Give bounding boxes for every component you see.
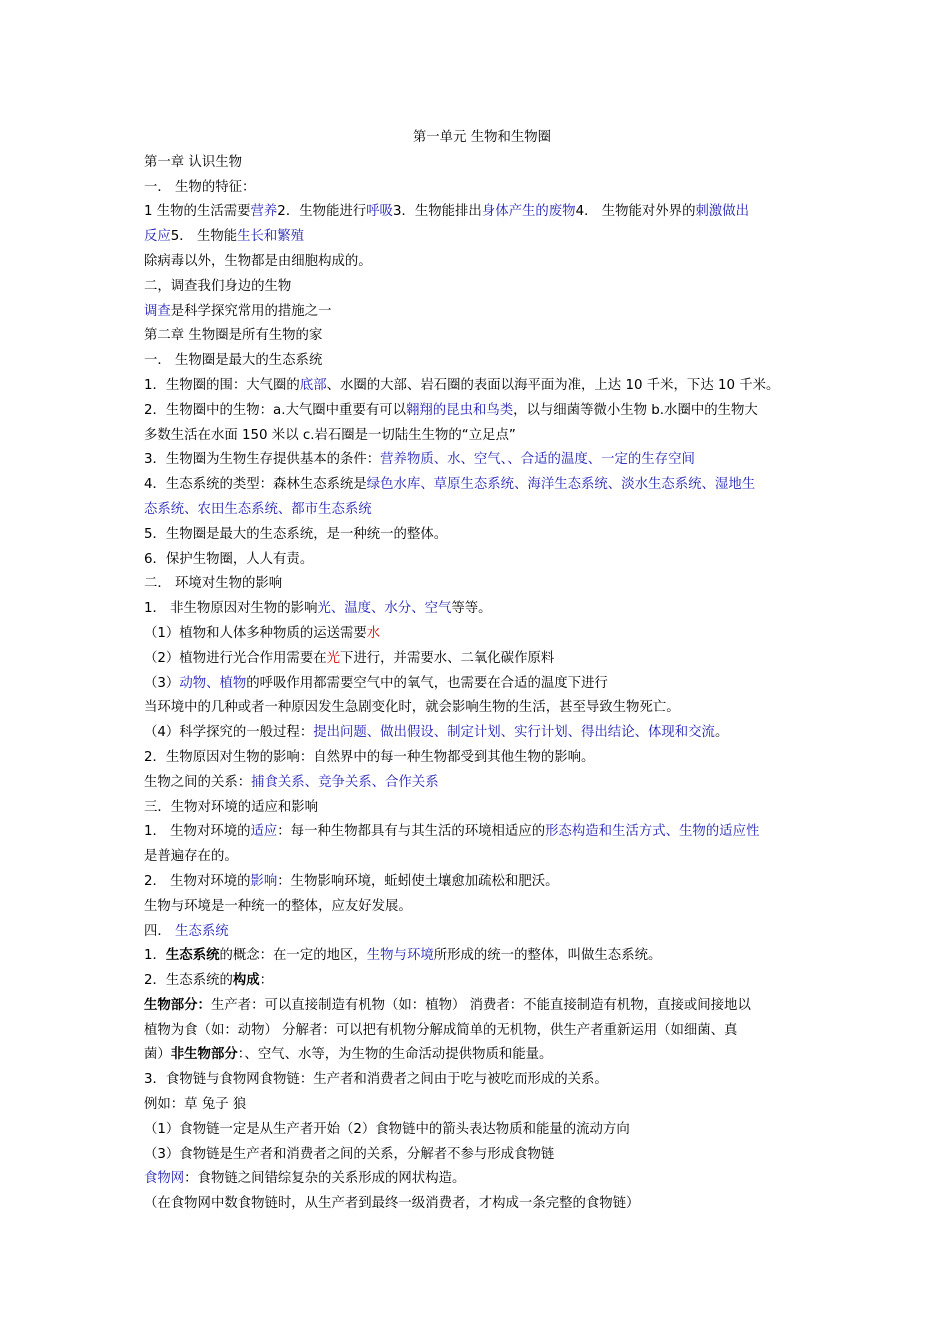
- text-segment: 例如：草 兔子 狼: [144, 1097, 247, 1113]
- text-segment: 5．生物圈是最大的生态系统，是一种统一的整体。: [144, 526, 448, 542]
- text-segment: ：食物链之间错综复杂的关系形成的网状构造。: [184, 1171, 466, 1187]
- text-line: [144, 647, 820, 672]
- text-segment: （3）: [144, 675, 180, 691]
- text-line: [144, 1143, 820, 1168]
- highlight-blue-text: 绿色水库、草原生态系统、海洋生态系统、淡水生态系统、湿地生: [366, 477, 756, 493]
- document-title: 第一单元 生物和生物圈: [412, 130, 552, 145]
- text-line: [144, 895, 820, 920]
- text-segment: 生物与环境是一种统一的整体，应友好发展。: [144, 898, 412, 914]
- text-line: [144, 250, 820, 275]
- text-segment: （3）食物链是生产者和消费者之间的关系，分解者不参与形成食物链: [144, 1146, 555, 1162]
- text-segment: 四．: [144, 923, 176, 939]
- text-line: [144, 746, 820, 771]
- text-segment: 二． 环境对生物的影响: [144, 576, 283, 592]
- text-line: [144, 498, 820, 523]
- text-segment: 3．生物能排出: [392, 204, 482, 220]
- bold-term: 构成: [232, 973, 260, 989]
- text-segment: （1）食物链一定是从生产者开始（2）食物链中的箭头表达物质和能量的流动方向: [144, 1121, 630, 1137]
- text-segment: 一． 生物圈是最大的生态系统: [144, 353, 323, 369]
- text-line: [144, 176, 820, 201]
- text-segment: 2．生态系统的: [144, 973, 233, 989]
- text-line: [144, 969, 820, 994]
- text-segment: 生物之间的关系：: [144, 774, 252, 790]
- highlight-blue-text: 生物与环境: [366, 948, 434, 964]
- text-segment: 二，调查我们身边的生物: [144, 278, 292, 294]
- text-segment: 3．生物圈为生物生存提供基本的条件：: [144, 452, 381, 468]
- highlight-blue-text: 形态构造和生活方式、生物的适应性: [545, 824, 760, 840]
- highlight-red-text: 水: [366, 625, 381, 641]
- highlight-blue-text: 呼吸: [366, 204, 393, 220]
- text-line: [144, 572, 820, 597]
- highlight-blue-text: 调查: [144, 303, 171, 319]
- text-segment: 菌）: [144, 1047, 171, 1063]
- bold-term: 生态系统: [165, 948, 220, 964]
- text-line: [144, 696, 820, 721]
- highlight-red-text: 光: [326, 650, 340, 666]
- highlight-blue-text: 身体产生的废物: [481, 204, 576, 220]
- text-line: [144, 622, 820, 647]
- text-segment: 下进行，并需要水、二氧化碳作原料: [340, 650, 555, 666]
- text-line: [144, 597, 820, 622]
- text-line: [144, 796, 820, 821]
- highlight-blue-text: 生长和繁殖: [237, 229, 305, 245]
- text-segment: 、水圈的大部、岩石圈的表面以海平面为准，上达 10 千米，下达 10 千米。: [326, 377, 780, 393]
- text-line: [144, 870, 820, 895]
- text-line: [144, 771, 820, 796]
- highlight-blue-text: 食物网: [144, 1171, 185, 1187]
- text-segment: 6．保护生物圈，人人有责。: [144, 551, 314, 567]
- document-body: [144, 151, 820, 1217]
- text-line: [144, 1192, 820, 1217]
- text-segment: 1．: [144, 948, 166, 964]
- text-segment: ：每一种生物都具有与其生活的环境相适应的: [277, 824, 546, 840]
- highlight-blue-text: 适应: [250, 824, 278, 840]
- highlight-blue-text: 态系统、农田生态系统、都市生态系统: [144, 501, 372, 517]
- highlight-blue-text: 营养: [250, 204, 278, 220]
- text-line: [144, 944, 820, 969]
- text-line: [144, 1118, 820, 1143]
- highlight-blue-text: 营养物质、水、空气、、合适的温度、一定的生存空间: [380, 452, 695, 468]
- text-segment: 当环境中的几种或者一种原因发生急剧变化时，就会影响生物的生活，甚至导致生物死亡。: [144, 700, 680, 716]
- text-line: [144, 151, 820, 176]
- text-segment: （1）植物和人体多种物质的运送需要: [144, 625, 367, 641]
- text-segment: 2．生物原因对生物的影响：自然界中的每一种生物都受到其他生物的影响。: [144, 749, 595, 765]
- text-segment: 多数生活在水面 150 米以 c.岩石圈是一切陆生生物的“立足点”: [144, 427, 516, 443]
- text-line: [144, 845, 820, 870]
- text-line: [144, 448, 820, 473]
- text-line: [144, 324, 820, 349]
- text-segment: 2． 生物对环境的: [144, 873, 251, 889]
- text-line: [144, 374, 820, 399]
- text-segment: 1．生物圈的围：大气圈的: [144, 377, 300, 393]
- highlight-blue-text: 动物、植物: [179, 675, 247, 691]
- text-line: [144, 548, 820, 573]
- highlight-blue-text: 光、温度、水分、空气: [317, 601, 452, 617]
- text-line: [144, 225, 820, 250]
- text-line: [144, 994, 820, 1019]
- text-segment: 1． 非生物原因对生物的影响: [144, 601, 318, 617]
- text-line: [144, 820, 820, 845]
- text-segment: 第一章 认识生物: [144, 154, 242, 170]
- text-segment: （2）植物进行光合作用需要在: [144, 650, 327, 666]
- text-segment: 1． 生物对环境的: [144, 824, 251, 840]
- highlight-blue-text: 底部: [299, 377, 327, 393]
- text-line: [144, 399, 820, 424]
- text-segment: 除病毒以外，生物都是由细胞构成的。: [144, 253, 372, 269]
- text-segment: 5． 生物能: [170, 229, 238, 245]
- text-segment: 生产者：可以直接制造有机物（如：植物） 消费者：不能直接制造有机物，直接或间接地以: [210, 997, 751, 1013]
- text-segment: （4）科学探究的一般过程：: [144, 725, 314, 741]
- text-line: [144, 349, 820, 374]
- highlight-blue-text: 提出问题、做出假设、制定计划、实行计划、得出结论、体现和交流: [313, 725, 715, 741]
- text-line: [144, 920, 820, 945]
- highlight-blue-text: 翱翔的昆虫和鸟类: [406, 402, 514, 418]
- text-line: [144, 200, 820, 225]
- text-line: [144, 424, 820, 449]
- text-line: [144, 300, 820, 325]
- text-line: [144, 275, 820, 300]
- text-segment: 等等。: [451, 601, 492, 617]
- text-segment: 3．食物链与食物网食物链：生产者和消费者之间由于吃与被吃而形成的关系。: [144, 1072, 608, 1088]
- text-line: [144, 1167, 820, 1192]
- text-segment: 是普遍存在的。: [144, 849, 238, 865]
- text-segment: 植物为食（如：动物） 分解者：可以把有机物分解成简单的无机物，供生产者重新运用（如细菌、真: [144, 1022, 738, 1038]
- highlight-blue-text: 刺激做出: [695, 204, 750, 220]
- text-line: [144, 523, 820, 548]
- text-segment: ：、空气、水等，为生物的生命活动提供物质和能量。: [237, 1047, 553, 1063]
- highlight-blue-text: 影响: [250, 873, 278, 889]
- text-segment: 1 生物的生活需要: [144, 204, 251, 220]
- text-segment: 2．生物能进行: [277, 204, 367, 220]
- text-segment: 所形成的统一的整体，叫做生态系统。: [433, 948, 662, 964]
- text-line: [144, 1019, 820, 1044]
- text-line: [144, 473, 820, 498]
- text-segment: 4． 生物能对外界的: [575, 204, 696, 220]
- text-segment: 的呼吸作用都需要空气中的氧气，也需要在合适的温度下进行: [246, 675, 608, 691]
- text-line: [144, 1043, 820, 1068]
- bold-term: 生物部分：: [144, 997, 211, 1013]
- text-segment: 4．生态系统的类型：森林生态系统是: [144, 477, 367, 493]
- text-segment: ，以与细菌等微小生物 b.水圈中的生物大: [513, 402, 758, 418]
- text-line: [144, 1093, 820, 1118]
- document-page: [144, 126, 820, 1217]
- text-segment: 的概念：在一定的地区，: [219, 948, 367, 964]
- text-segment: 一． 生物的特征：: [144, 179, 256, 195]
- highlight-blue-text: 生态系统: [175, 923, 229, 939]
- text-segment: ：生物影响环境，蚯蚓使土壤愈加疏松和肥沃。: [277, 873, 559, 889]
- text-segment: （在食物网中数食物链时，从生产者到最终一级消费者，才构成一条完整的食物链）: [144, 1196, 640, 1212]
- text-segment: 第二章 生物圈是所有生物的家: [144, 328, 323, 344]
- text-segment: ：: [259, 973, 274, 989]
- bold-term: 非生物部分: [170, 1047, 238, 1063]
- highlight-blue-text: 反应: [144, 229, 171, 245]
- text-line: [144, 672, 820, 697]
- text-segment: 。: [714, 725, 729, 741]
- text-line: [144, 721, 820, 746]
- highlight-blue-text: 捕食关系、竞争关系、合作关系: [251, 774, 439, 790]
- text-segment: 三．生物对环境的适应和影响: [144, 799, 319, 815]
- text-segment: 是科学探究常用的措施之一: [170, 303, 332, 319]
- text-segment: 2．生物圈中的生物：a.大气圈中重要有可以: [144, 402, 407, 418]
- text-line: [144, 1068, 820, 1093]
